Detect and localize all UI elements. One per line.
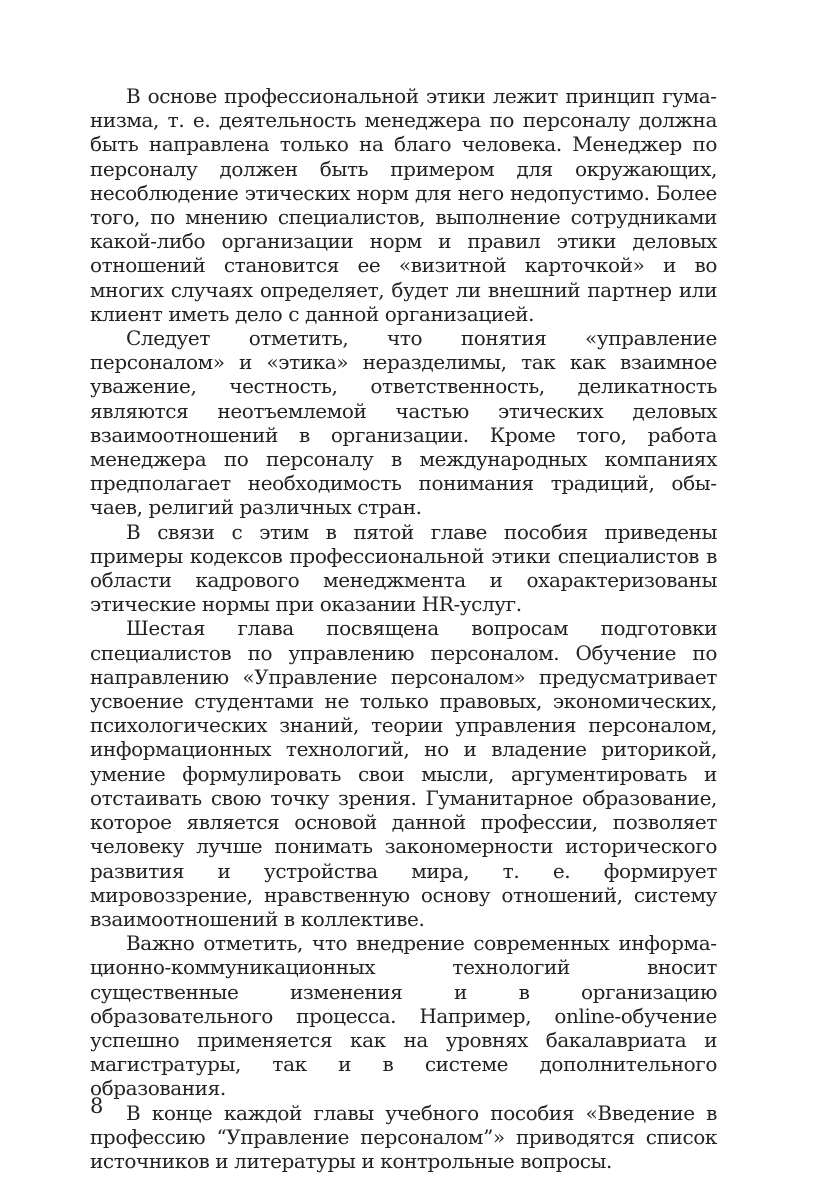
paragraph-ict: Важно отметить, что внедрение современных информационно-коммуникационных технологий вносит существенные изменения и в организацию образовательного процесса. Например, online-обучение успешно применяется как на уровнях бакалавриата и магистратуры, так и в системе дополнительного образования. [90, 931, 717, 1101]
paragraph-chapter-five: В связи с этим в пятой главе пособия приведены примеры кодексов профессиональной этики специалистов в области кадрового менеджмента и охарактеризованы этические нормы при оказании HR-услуг. [90, 519, 717, 617]
page-number: 8 [90, 1094, 104, 1118]
paragraph-humanism: В основе профессиональной этики лежит принцип гуманизма, т. е. деятельность менеджера по персоналу должна быть направлена только на благо человека. Менеджер по персоналу должен быть примером для окружающих, несоблюдение этических норм для него недопустимо. Более того, по мнению специалистов, выполнение сотрудниками какой-либо организации норм и правил этики деловых отношений становится ее «визитной карточкой» и во многих случаях определяет, будет ли внешний партнер или клиент иметь дело с данной организацией. [90, 84, 717, 326]
paragraph-chapter-end: В конце каждой главы учебного пособия «Введение в профессию “Управление персоналом”» приводятся список источников и литературы и контрольные вопросы. [90, 1100, 717, 1173]
paragraph-chapter-six: Шестая глава посвящена вопросам подготовки специалистов по управлению персоналом. Обучение по направлению «Управление персоналом» предусматривает усвоение студентами не только правовых, экономических, психологических знаний, теории управления персоналом, информационных технологий, но и владение риторикой, умение формулировать свои мысли, аргументировать и отстаивать свою точку зрения. Гуманитарное образование, которое является основой данной профессии, позволяет человеку лучше понимать закономерности исторического развития и устройства мира, т. е. формирует мировоззрение, нравственную основу отношений, систему взаимоотношений в коллективе. [90, 616, 717, 931]
paragraph-ethics-management: Следует отметить, что понятия «управление персоналом» и «этика» неразделимы, так как взаимное уважение, честность, ответственность, деликатность являются неотъемлемой частью этических деловых взаимоотношений в организации. Кроме того, работа менеджера по персоналу в международных компаниях предполагает необходимость понимания традиций, обычаев, религий различных стран. [90, 326, 717, 520]
page-body [90, 84, 717, 1173]
